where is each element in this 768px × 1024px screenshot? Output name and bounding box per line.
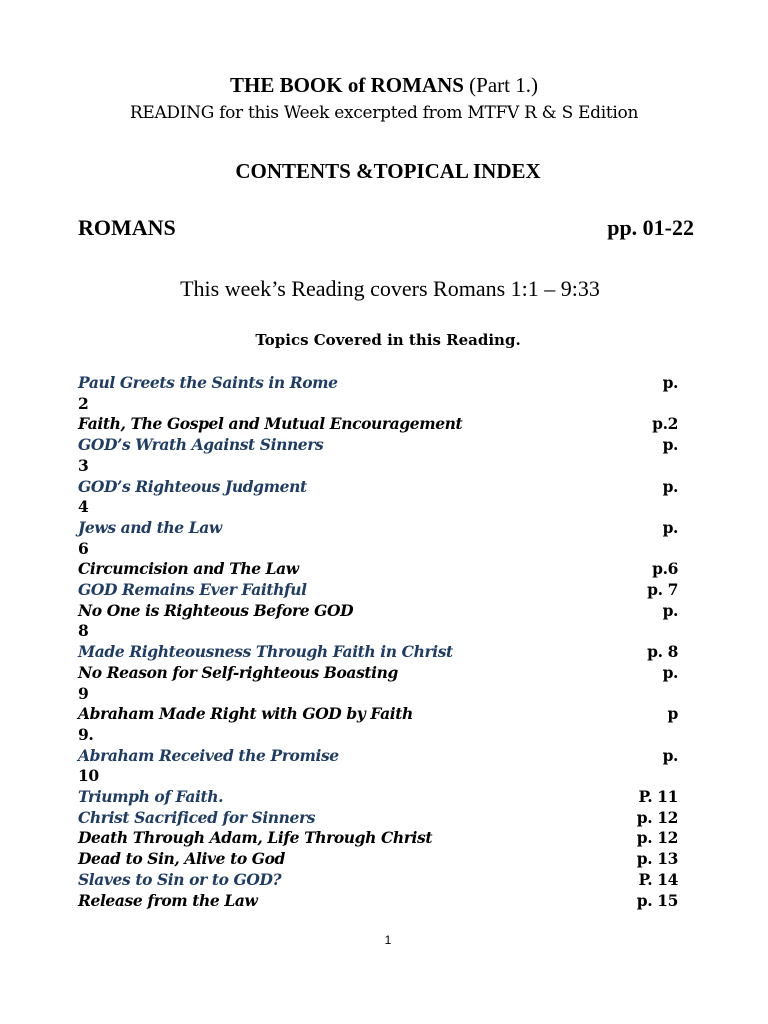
topic-item bbox=[78, 808, 678, 829]
topic-page-wrap: 6 bbox=[78, 538, 89, 558]
topic-page: p. 8 bbox=[647, 642, 678, 662]
topic-item bbox=[78, 435, 678, 476]
topic-page: p. bbox=[662, 373, 678, 392]
topic-title: Dead to Sin, Alive to God bbox=[78, 849, 285, 869]
topic-item bbox=[78, 642, 678, 663]
topic-item bbox=[78, 518, 678, 559]
topic-title: GOD’s Righteous Judgment bbox=[78, 476, 307, 496]
book-pages: pp. 01-22 bbox=[607, 215, 694, 240]
topic-item bbox=[78, 704, 678, 745]
topic-title: Circumcision and The Law bbox=[78, 559, 299, 579]
topic-page: p. bbox=[662, 435, 678, 455]
topic-item bbox=[78, 477, 678, 518]
topic-item bbox=[78, 828, 678, 849]
topic-title: Death Through Adam, Life Through Christ bbox=[78, 828, 433, 848]
topic-title: No One is Righteous Before GOD bbox=[78, 600, 354, 620]
topic-title: Faith, The Gospel and Mutual Encouragement bbox=[78, 414, 463, 434]
topic-page: p. bbox=[662, 745, 678, 765]
topic-title: GOD Remains Ever Faithful bbox=[78, 580, 307, 600]
topic-page: p.2 bbox=[652, 414, 678, 434]
topic-item bbox=[78, 849, 678, 870]
topic-page-wrap: 8 bbox=[78, 621, 89, 641]
topic-item bbox=[78, 787, 678, 808]
reading-coverage: This week’s Reading covers Romans 1:1 – 9:33 bbox=[180, 276, 600, 301]
topic-page-wrap: 3 bbox=[78, 455, 89, 475]
topic-item bbox=[78, 746, 678, 787]
topic-page: p. bbox=[662, 517, 678, 537]
topic-page-wrap: 2 bbox=[78, 393, 89, 413]
topic-item bbox=[78, 373, 678, 414]
topic-title: Release from the Law bbox=[78, 890, 258, 910]
topic-item bbox=[78, 580, 678, 601]
topic-title: Jews and the Law bbox=[78, 517, 222, 537]
topic-title: No Reason for Self-righteous Boasting bbox=[78, 662, 398, 682]
topic-page: p. 13 bbox=[636, 849, 678, 869]
topic-page: p.6 bbox=[652, 559, 678, 579]
topic-page: p bbox=[667, 704, 678, 724]
title-main: THE BOOK of ROMANS bbox=[229, 73, 464, 97]
contents-heading: CONTENTS &TOPICAL INDEX bbox=[235, 159, 541, 183]
topic-page-wrap: 9 bbox=[78, 683, 89, 703]
topic-item bbox=[78, 414, 678, 435]
topic-title: Christ Sacrificed for Sinners bbox=[78, 807, 316, 827]
topic-title: Slaves to Sin or to GOD? bbox=[78, 869, 282, 889]
topic-page-wrap: 4 bbox=[78, 497, 89, 517]
document-subtitle: READING for this Week excerpted from MTFV R & S Edition bbox=[129, 103, 639, 123]
topic-title: GOD’s Wrath Against Sinners bbox=[78, 435, 324, 455]
topic-page: p. bbox=[662, 662, 678, 682]
topic-list bbox=[78, 373, 678, 911]
topic-title: Made Righteousness Through Faith in Christ bbox=[78, 642, 453, 662]
topic-item bbox=[78, 559, 678, 580]
topic-page: p. 15 bbox=[636, 890, 678, 910]
document-title bbox=[0, 72, 768, 98]
topic-page: p. 12 bbox=[636, 807, 678, 827]
topic-page: p. bbox=[662, 600, 678, 620]
topic-item bbox=[78, 663, 678, 704]
topic-page: p. 7 bbox=[647, 580, 678, 600]
book-row bbox=[78, 214, 694, 242]
topic-page-wrap: 10 bbox=[78, 766, 99, 786]
topic-page: p. 12 bbox=[636, 828, 678, 848]
book-name: ROMANS bbox=[78, 215, 176, 240]
topic-title: Paul Greets the Saints in Rome bbox=[78, 373, 338, 392]
topic-title: Abraham Received the Promise bbox=[78, 745, 339, 765]
topic-page: p. bbox=[662, 476, 678, 496]
topics-heading: Topics Covered in this Reading. bbox=[255, 331, 521, 349]
title-part: (Part 1.) bbox=[469, 73, 538, 97]
topic-page: P. 14 bbox=[638, 869, 678, 889]
topic-item bbox=[78, 891, 678, 912]
topic-item bbox=[78, 870, 678, 891]
topic-page-wrap: 9. bbox=[78, 724, 94, 744]
page-number: 1 bbox=[384, 933, 392, 947]
topic-page: P. 11 bbox=[638, 787, 678, 807]
topic-title: Abraham Made Right with GOD by Faith bbox=[78, 704, 413, 724]
topic-item bbox=[78, 601, 678, 642]
topic-title: Triumph of Faith. bbox=[78, 787, 224, 807]
